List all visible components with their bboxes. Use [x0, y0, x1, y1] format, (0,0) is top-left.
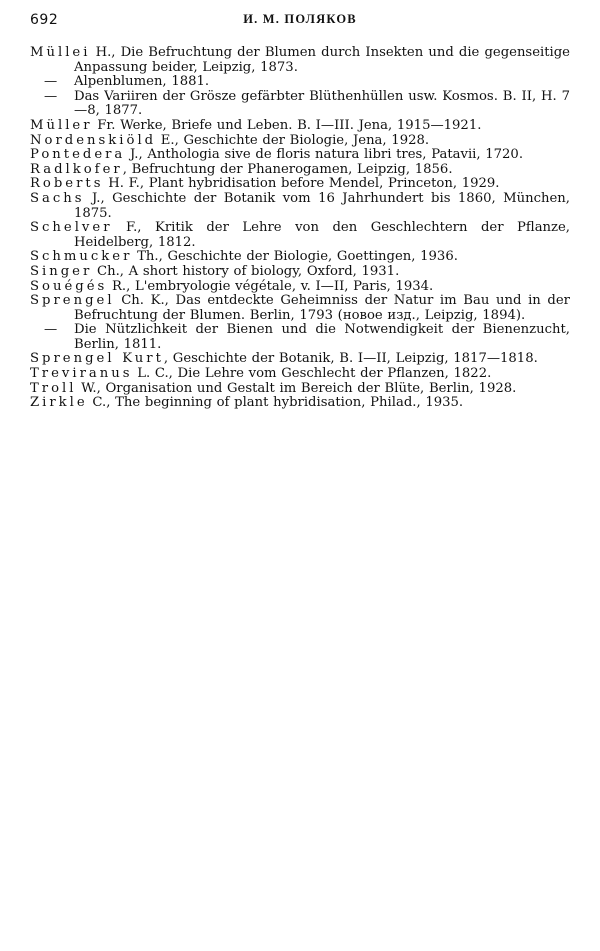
- reference-entry: [30, 46, 570, 75]
- reference-entry: [30, 221, 570, 250]
- reference-author: Zirkle: [30, 395, 88, 411]
- reference-entry: [30, 396, 570, 411]
- reference-subentry: [30, 75, 570, 90]
- reference-text: Fr. Werke, Briefe und Leben. B. I—III. Jena, 1915—1921.: [92, 117, 482, 133]
- reference-author: Schelver: [30, 220, 113, 236]
- reference-text: F., Kritik der Lehre von den Geschlechtern der Pflanze, Heidelberg, 1812.: [74, 220, 570, 250]
- reference-text: J., Anthologia sive de floris natura libri tres, Patavii, 1720.: [125, 147, 524, 163]
- reference-author: Troll: [30, 380, 77, 396]
- page-number: 692: [30, 12, 59, 28]
- reference-entry: [30, 352, 570, 367]
- reference-entry: [30, 134, 570, 149]
- reference-text: W., Organisation und Gestalt im Bereich der Blüte, Berlin, 1928.: [76, 380, 517, 396]
- reference-author: Souégés: [30, 278, 108, 294]
- reference-entry: [30, 177, 570, 192]
- reference-entry: [30, 119, 570, 134]
- reference-author: Müller: [30, 117, 93, 133]
- reference-text: L. C., Die Lehre vom Geschlecht der Pflanzen, 1822.: [132, 366, 492, 382]
- reference-author: Sprengel Kurt: [30, 351, 164, 367]
- reference-entry: [30, 250, 570, 265]
- reference-author: Radlkofer: [30, 161, 123, 177]
- reference-entry: [30, 148, 570, 163]
- reference-author: Pontedera: [30, 147, 126, 163]
- reference-author: Singer: [30, 263, 93, 279]
- reference-author: Schmucker: [30, 249, 133, 265]
- reference-subentry: [30, 323, 570, 352]
- reference-entry: [30, 192, 570, 221]
- reference-text: H., Die Befruchtung der Blumen durch Insekten und die gegenseitige Anpassung beider, Leipzig, 1873.: [74, 45, 570, 75]
- reference-dash: —: [44, 74, 58, 90]
- reference-text: C., The beginning of plant hybridisation, Philad., 1935.: [87, 395, 464, 411]
- reference-entry: [30, 280, 570, 295]
- reference-text: Ch., A short history of biology, Oxford, 1931.: [92, 263, 400, 279]
- reference-entry: [30, 163, 570, 178]
- bibliography-list: [30, 46, 570, 411]
- reference-text: Die Nützlichkeit der Bienen und die Notwendigkeit der Bienenzucht, Berlin, 1811.: [74, 322, 570, 352]
- reference-text: , Befruchtung der Phanerogamen, Leipzig, 1856.: [122, 161, 453, 177]
- reference-author: Sachs: [30, 190, 85, 206]
- reference-text: , Geschichte der Botanik, B. I—II, Leipzig, 1817—1818.: [163, 351, 538, 367]
- reference-subentry: [30, 90, 570, 119]
- reference-entry: [30, 382, 570, 397]
- reference-text: Ch. K., Das entdeckte Geheimniss der Natur im Bau und in der Befruchtung der Blumen. Berlin, 1793 (новое изд., Leipzig, 1894).: [74, 293, 570, 323]
- reference-text: Th., Geschichte der Biologie, Goettingen, 1936.: [132, 249, 458, 265]
- reference-text: Alpenblumen, 1881.: [74, 74, 210, 90]
- reference-author: Roberts: [30, 176, 104, 192]
- running-head: И. М. ПОЛЯКОВ: [243, 12, 357, 26]
- reference-author: Müllei: [30, 45, 91, 60]
- reference-text: E., Geschichte der Biologie, Jena, 1928.: [156, 132, 430, 148]
- reference-dash: —: [44, 88, 58, 104]
- reference-entry: [30, 367, 570, 382]
- reference-author: Treviranus: [30, 366, 133, 382]
- reference-entry: [30, 294, 570, 323]
- reference-text: H. F., Plant hybridisation before Mendel, Princeton, 1929.: [103, 176, 500, 192]
- reference-text: J., Geschichte der Botanik vom 16 Jahrhundert bis 1860, München, 1875.: [74, 190, 570, 221]
- reference-author: Nordenskiöld: [30, 132, 157, 148]
- reference-dash: —: [44, 322, 58, 338]
- page-header: [30, 12, 570, 32]
- reference-text: R., L'embryologie végétale, v. I—II, Paris, 1934.: [107, 278, 434, 294]
- reference-author: Sprengel: [30, 293, 115, 309]
- reference-entry: [30, 265, 570, 280]
- reference-text: Das Variiren der Grösze gefärbter Blüthenhüllen usw. Kosmos. B. II, H. 7—8, 1877.: [74, 88, 570, 119]
